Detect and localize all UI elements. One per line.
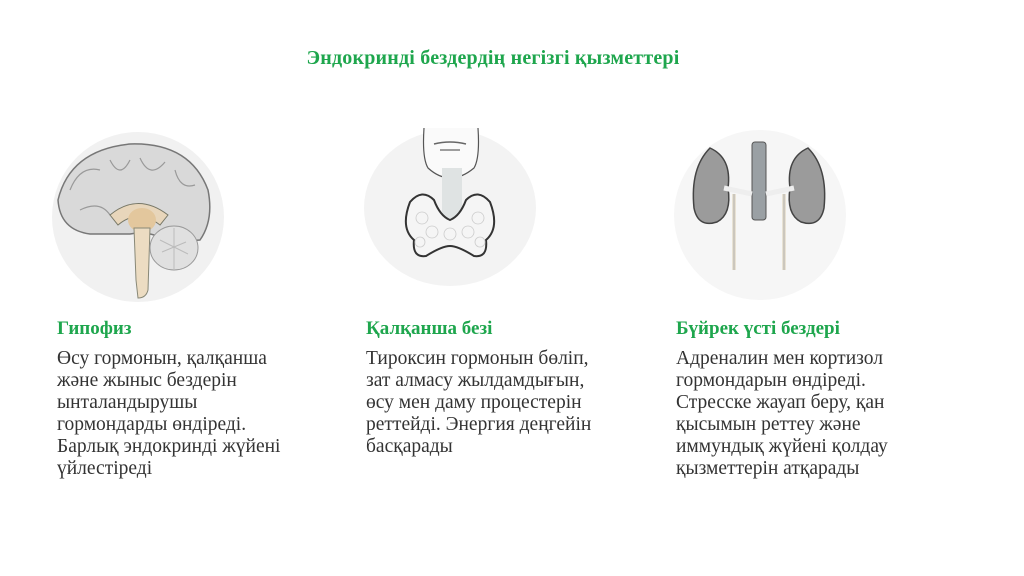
column-pituitary (57, 316, 347, 480)
text-line: және жыныс бездерін (57, 370, 237, 391)
text-line: гормондарын өндіреді. (676, 370, 866, 391)
text-line: қызметтерін атқарады (676, 458, 860, 479)
brain-icon (50, 130, 230, 305)
text-line: гормондарды өндіреді. (57, 414, 247, 435)
text-line: басқарады (366, 436, 453, 457)
text-line: ынталандырушы (57, 392, 198, 413)
text-line: Тироксин гормонын бөліп, (366, 348, 589, 369)
text-line: Адреналин мен кортизол (676, 348, 883, 369)
description-adrenal (676, 348, 966, 480)
text-line: Стресске жауап беру, қан (676, 392, 885, 413)
text-line: қысымын реттеу және (676, 414, 861, 435)
text-line: иммундық жүйені қолдау (676, 436, 888, 457)
column-adrenal (676, 316, 966, 480)
text-line: зат алмасу жылдамдығын, (366, 370, 585, 391)
text-line: өсу мен даму процестерін (366, 392, 582, 413)
description-pituitary (57, 348, 347, 480)
description-thyroid (366, 348, 656, 458)
thyroid-icon (362, 128, 540, 288)
text-line: реттейді. Энергия деңгейін (366, 414, 592, 435)
slide-title: Эндокринді бездердің негізгі қызметтері (306, 47, 680, 69)
heading-pituitary: Гипофиз (57, 318, 132, 339)
kidneys-adrenal-icon (672, 128, 850, 303)
heading-adrenal: Бүйрек үсті бездері (676, 318, 840, 339)
text-line: үйлестіреді (57, 458, 153, 479)
text-line: Өсу гормонын, қалқанша (57, 348, 267, 369)
column-thyroid (366, 316, 656, 458)
heading-thyroid: Қалқанша безі (366, 318, 493, 339)
text-line: Барлық эндокринді жүйені (57, 436, 281, 457)
